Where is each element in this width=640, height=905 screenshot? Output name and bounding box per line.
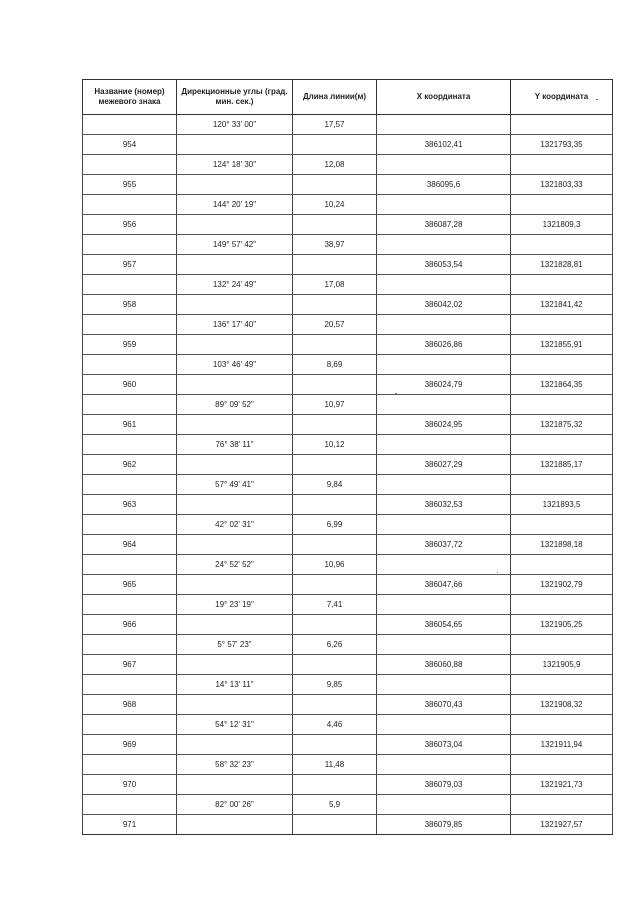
cell-direction-angle xyxy=(177,455,293,475)
cell-x-coordinate: 386060,88 xyxy=(377,655,511,675)
table-row xyxy=(83,355,613,375)
cell-direction-angle xyxy=(177,655,293,675)
cell-x-coordinate: 386102,41 xyxy=(377,135,511,155)
cell-line-length: 10,97 xyxy=(293,395,377,415)
table-row xyxy=(83,615,613,635)
table-row xyxy=(83,215,613,235)
cell-line-length xyxy=(293,535,377,555)
table-row xyxy=(83,235,613,255)
table-row xyxy=(83,655,613,675)
cell-direction-angle: 76° 38' 11" xyxy=(177,435,293,455)
table-row xyxy=(83,735,613,755)
table-row xyxy=(83,635,613,655)
cell-marker-name xyxy=(83,635,177,655)
table-row xyxy=(83,675,613,695)
table-row xyxy=(83,575,613,595)
cell-y-coordinate xyxy=(511,795,613,815)
table-row xyxy=(83,275,613,295)
cell-x-coordinate: 386027,29 xyxy=(377,455,511,475)
table-row xyxy=(83,775,613,795)
cell-marker-name xyxy=(83,475,177,495)
cell-y-coordinate xyxy=(511,235,613,255)
cell-x-coordinate xyxy=(377,555,511,575)
cell-direction-angle xyxy=(177,535,293,555)
table-row xyxy=(83,255,613,275)
cell-line-length xyxy=(293,815,377,835)
cell-x-coordinate xyxy=(377,275,511,295)
cell-y-coordinate: 1321921,73 xyxy=(511,775,613,795)
table-row xyxy=(83,475,613,495)
cell-direction-angle: 57° 49' 41" xyxy=(177,475,293,495)
table-row xyxy=(83,535,613,555)
cell-y-coordinate: 1321875,32 xyxy=(511,415,613,435)
cell-direction-angle: 82° 00' 26" xyxy=(177,795,293,815)
table-row xyxy=(83,395,613,415)
cell-line-length: 6,99 xyxy=(293,515,377,535)
cell-line-length: 38,97 xyxy=(293,235,377,255)
cell-y-coordinate xyxy=(511,515,613,535)
cell-direction-angle xyxy=(177,295,293,315)
cell-y-coordinate: 1321893,5 xyxy=(511,495,613,515)
table-row xyxy=(83,435,613,455)
table-row xyxy=(83,455,613,475)
table-row xyxy=(83,415,613,435)
cell-x-coordinate: 386079,03 xyxy=(377,775,511,795)
cell-direction-angle: 24° 52' 52" xyxy=(177,555,293,575)
cell-x-coordinate xyxy=(377,395,511,415)
cell-line-length xyxy=(293,455,377,475)
cell-y-coordinate xyxy=(511,395,613,415)
cell-marker-name xyxy=(83,315,177,335)
cell-line-length xyxy=(293,295,377,315)
scan-speck xyxy=(596,99,598,100)
table-row xyxy=(83,375,613,395)
cell-direction-angle: 120° 33' 00" xyxy=(177,115,293,135)
cell-line-length xyxy=(293,495,377,515)
cell-line-length: 9,84 xyxy=(293,475,377,495)
cell-direction-angle xyxy=(177,775,293,795)
table-row xyxy=(83,195,613,215)
cell-marker-name xyxy=(83,595,177,615)
cell-x-coordinate xyxy=(377,595,511,615)
cell-y-coordinate: 1321927,57 xyxy=(511,815,613,835)
table-header-row xyxy=(83,80,613,115)
cell-x-coordinate: 386054,65 xyxy=(377,615,511,635)
cell-direction-angle xyxy=(177,255,293,275)
cell-x-coordinate: 386024,79 xyxy=(377,375,511,395)
cell-marker-name xyxy=(83,715,177,735)
cell-y-coordinate: 1321841,42 xyxy=(511,295,613,315)
cell-direction-angle xyxy=(177,335,293,355)
cell-marker-name: 961 xyxy=(83,415,177,435)
table-row xyxy=(83,175,613,195)
table-body xyxy=(83,115,613,835)
cell-x-coordinate: 386087,28 xyxy=(377,215,511,235)
cell-marker-name xyxy=(83,115,177,135)
cell-x-coordinate xyxy=(377,515,511,535)
cell-y-coordinate xyxy=(511,555,613,575)
cell-x-coordinate xyxy=(377,675,511,695)
cell-y-coordinate: 1321793,35 xyxy=(511,135,613,155)
cell-x-coordinate: 386024,95 xyxy=(377,415,511,435)
cell-y-coordinate xyxy=(511,715,613,735)
cell-line-length: 8,69 xyxy=(293,355,377,375)
cell-x-coordinate: 386037,72 xyxy=(377,535,511,555)
cell-direction-angle: 54° 12' 31" xyxy=(177,715,293,735)
cell-direction-angle xyxy=(177,215,293,235)
table-row xyxy=(83,815,613,835)
cell-x-coordinate xyxy=(377,355,511,375)
cell-direction-angle xyxy=(177,375,293,395)
cell-line-length xyxy=(293,375,377,395)
cell-y-coordinate xyxy=(511,195,613,215)
cell-x-coordinate xyxy=(377,435,511,455)
cell-x-coordinate: 386095,6 xyxy=(377,175,511,195)
cell-marker-name xyxy=(83,555,177,575)
table-row xyxy=(83,755,613,775)
cell-marker-name: 956 xyxy=(83,215,177,235)
cell-marker-name: 970 xyxy=(83,775,177,795)
cell-marker-name: 962 xyxy=(83,455,177,475)
cell-x-coordinate: 386073,04 xyxy=(377,735,511,755)
table-row xyxy=(83,715,613,735)
cell-direction-angle: 58° 32' 23" xyxy=(177,755,293,775)
cell-line-length: 10,24 xyxy=(293,195,377,215)
cell-line-length: 7,41 xyxy=(293,595,377,615)
cell-marker-name xyxy=(83,435,177,455)
cell-y-coordinate xyxy=(511,635,613,655)
cell-direction-angle: 136° 17' 40" xyxy=(177,315,293,335)
cell-line-length: 12,08 xyxy=(293,155,377,175)
cell-y-coordinate xyxy=(511,115,613,135)
cell-line-length: 5,9 xyxy=(293,795,377,815)
cell-y-coordinate: 1321828,81 xyxy=(511,255,613,275)
cell-marker-name: 957 xyxy=(83,255,177,275)
cell-marker-name xyxy=(83,235,177,255)
cell-x-coordinate xyxy=(377,115,511,135)
cell-x-coordinate: 386042,02 xyxy=(377,295,511,315)
cell-y-coordinate: 1321803,33 xyxy=(511,175,613,195)
table-row xyxy=(83,695,613,715)
cell-y-coordinate xyxy=(511,355,613,375)
cell-x-coordinate xyxy=(377,715,511,735)
cell-direction-angle xyxy=(177,415,293,435)
cell-marker-name xyxy=(83,355,177,375)
cell-marker-name: 968 xyxy=(83,695,177,715)
table-row xyxy=(83,555,613,575)
cell-y-coordinate: 1321855,91 xyxy=(511,335,613,355)
cell-y-coordinate xyxy=(511,595,613,615)
table-row xyxy=(83,155,613,175)
cell-x-coordinate: 386079,85 xyxy=(377,815,511,835)
cell-x-coordinate: 386047,66 xyxy=(377,575,511,595)
cell-line-length xyxy=(293,175,377,195)
cell-marker-name: 954 xyxy=(83,135,177,155)
scan-speck xyxy=(497,572,498,573)
cell-y-coordinate: 1321898,18 xyxy=(511,535,613,555)
header-y-coordinate: Y координата xyxy=(511,80,613,115)
cell-y-coordinate: 1321864,35 xyxy=(511,375,613,395)
cell-marker-name: 964 xyxy=(83,535,177,555)
cell-marker-name xyxy=(83,395,177,415)
cell-x-coordinate xyxy=(377,475,511,495)
cell-line-length: 20,57 xyxy=(293,315,377,335)
cell-marker-name: 965 xyxy=(83,575,177,595)
cell-x-coordinate xyxy=(377,195,511,215)
cell-marker-name: 967 xyxy=(83,655,177,675)
header-direction-angle: Дирекционные углы (град. мин. сек.) xyxy=(177,80,293,115)
cell-y-coordinate xyxy=(511,435,613,455)
cell-direction-angle: 14° 13' 11" xyxy=(177,675,293,695)
cell-line-length xyxy=(293,255,377,275)
boundary-coordinates-table xyxy=(82,79,613,835)
cell-marker-name: 959 xyxy=(83,335,177,355)
cell-y-coordinate xyxy=(511,155,613,175)
cell-x-coordinate: 386026,86 xyxy=(377,335,511,355)
cell-direction-angle: 42° 02' 31" xyxy=(177,515,293,535)
cell-x-coordinate xyxy=(377,755,511,775)
table-row xyxy=(83,795,613,815)
cell-line-length xyxy=(293,135,377,155)
cell-line-length: 10,12 xyxy=(293,435,377,455)
cell-y-coordinate: 1321911,94 xyxy=(511,735,613,755)
cell-y-coordinate xyxy=(511,675,613,695)
cell-line-length: 4,46 xyxy=(293,715,377,735)
cell-line-length: 10,96 xyxy=(293,555,377,575)
cell-direction-angle: 19° 23' 19" xyxy=(177,595,293,615)
header-x-coordinate: X координата xyxy=(377,80,511,115)
table-row xyxy=(83,495,613,515)
cell-marker-name xyxy=(83,155,177,175)
scan-speck xyxy=(395,393,397,395)
header-line-length: Длина линии(м) xyxy=(293,80,377,115)
table-row xyxy=(83,515,613,535)
cell-line-length xyxy=(293,655,377,675)
cell-direction-angle: 89° 09' 52" xyxy=(177,395,293,415)
cell-y-coordinate: 1321905,25 xyxy=(511,615,613,635)
cell-marker-name: 971 xyxy=(83,815,177,835)
cell-marker-name: 958 xyxy=(83,295,177,315)
cell-direction-angle: 144° 20' 19" xyxy=(177,195,293,215)
cell-x-coordinate: 386032,53 xyxy=(377,495,511,515)
cell-line-length xyxy=(293,415,377,435)
table-row xyxy=(83,115,613,135)
cell-x-coordinate: 386070,43 xyxy=(377,695,511,715)
cell-x-coordinate xyxy=(377,315,511,335)
cell-y-coordinate: 1321902,79 xyxy=(511,575,613,595)
cell-line-length xyxy=(293,335,377,355)
cell-line-length xyxy=(293,735,377,755)
cell-line-length xyxy=(293,575,377,595)
cell-y-coordinate: 1321809,3 xyxy=(511,215,613,235)
cell-x-coordinate xyxy=(377,635,511,655)
cell-marker-name xyxy=(83,795,177,815)
cell-marker-name: 955 xyxy=(83,175,177,195)
cell-y-coordinate xyxy=(511,475,613,495)
cell-direction-angle: 132° 24' 49" xyxy=(177,275,293,295)
cell-x-coordinate: 386053,54 xyxy=(377,255,511,275)
cell-y-coordinate xyxy=(511,755,613,775)
cell-marker-name xyxy=(83,515,177,535)
cell-direction-angle xyxy=(177,135,293,155)
cell-direction-angle xyxy=(177,735,293,755)
cell-direction-angle xyxy=(177,175,293,195)
table-row xyxy=(83,315,613,335)
cell-line-length xyxy=(293,695,377,715)
cell-y-coordinate: 1321905,9 xyxy=(511,655,613,675)
cell-marker-name xyxy=(83,755,177,775)
cell-line-length: 11,48 xyxy=(293,755,377,775)
cell-line-length xyxy=(293,775,377,795)
cell-marker-name xyxy=(83,675,177,695)
cell-line-length: 6,26 xyxy=(293,635,377,655)
cell-marker-name: 966 xyxy=(83,615,177,635)
cell-direction-angle xyxy=(177,815,293,835)
table-row xyxy=(83,335,613,355)
cell-direction-angle xyxy=(177,695,293,715)
cell-line-length xyxy=(293,215,377,235)
table-row xyxy=(83,595,613,615)
cell-marker-name: 963 xyxy=(83,495,177,515)
table-row xyxy=(83,135,613,155)
cell-x-coordinate xyxy=(377,235,511,255)
cell-y-coordinate: 1321908,32 xyxy=(511,695,613,715)
cell-marker-name xyxy=(83,195,177,215)
cell-direction-angle: 149° 57' 42" xyxy=(177,235,293,255)
cell-y-coordinate xyxy=(511,275,613,295)
cell-marker-name xyxy=(83,275,177,295)
cell-line-length: 17,57 xyxy=(293,115,377,135)
cell-y-coordinate xyxy=(511,315,613,335)
cell-marker-name: 960 xyxy=(83,375,177,395)
cell-direction-angle xyxy=(177,575,293,595)
cell-direction-angle: 103° 46' 49" xyxy=(177,355,293,375)
cell-line-length xyxy=(293,615,377,635)
cell-direction-angle xyxy=(177,615,293,635)
cell-direction-angle: 5° 57' 23" xyxy=(177,635,293,655)
cell-x-coordinate xyxy=(377,155,511,175)
cell-marker-name: 969 xyxy=(83,735,177,755)
cell-x-coordinate xyxy=(377,795,511,815)
cell-y-coordinate: 1321885,17 xyxy=(511,455,613,475)
cell-line-length: 17,08 xyxy=(293,275,377,295)
table-row xyxy=(83,295,613,315)
cell-line-length: 9,85 xyxy=(293,675,377,695)
cell-direction-angle: 124° 18' 30" xyxy=(177,155,293,175)
header-marker-name: Название (номер) межевого знака xyxy=(83,80,177,115)
cell-direction-angle xyxy=(177,495,293,515)
